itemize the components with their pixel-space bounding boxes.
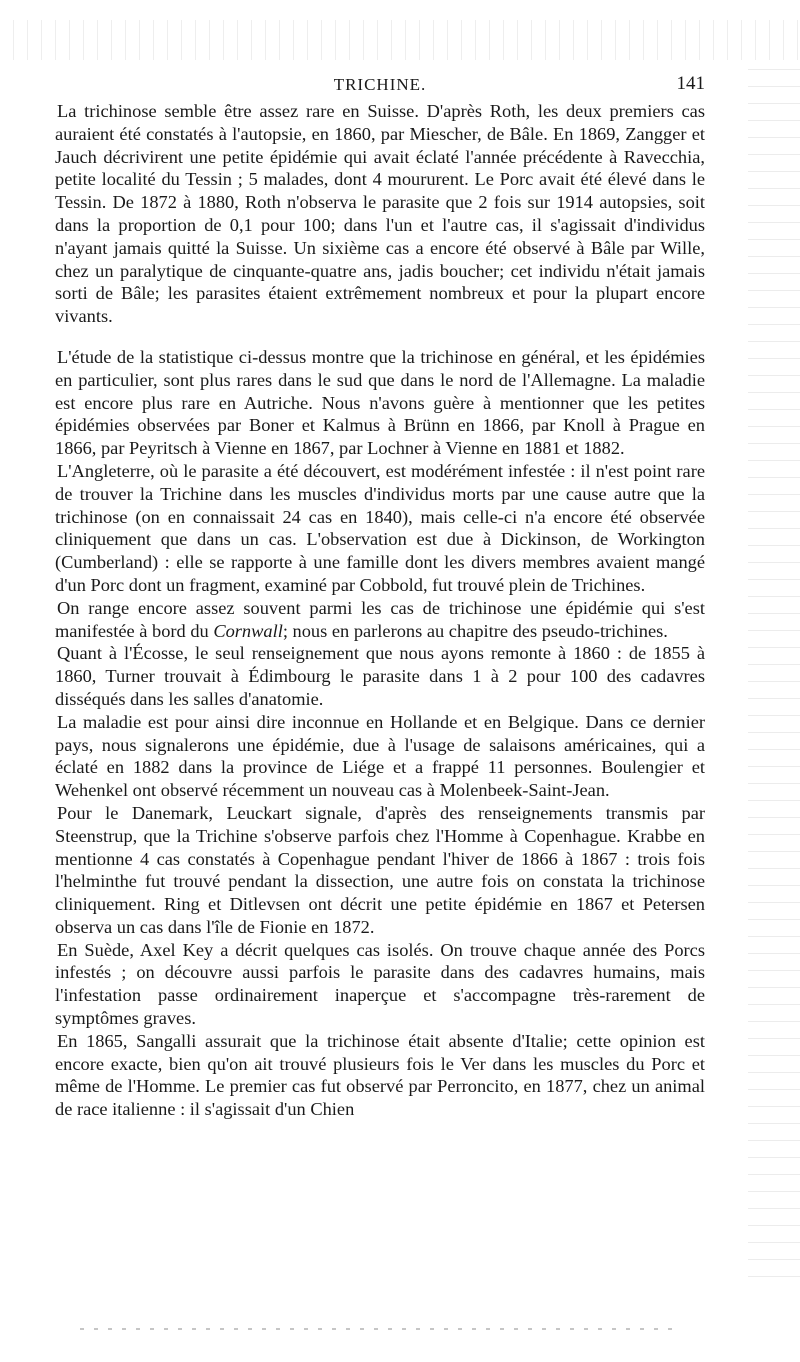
running-title: TRICHINE.	[333, 75, 427, 94]
body-text	[55, 100, 705, 1121]
page-number: 141	[676, 73, 705, 94]
scan-noise-bottom	[80, 1328, 680, 1330]
paragraph-hollande-belgique: La maladie est pour ainsi dire inconnue en Hollande et en Belgique. Dans ce dernier pays, nous signalerons une épidémie, due à l'usage de salaisons américaines, qui a éclaté en 1882 dans la province de Liége et a frappé 11 personnes. Boulengier et Wehenkel ont observé récemment un nouveau cas à Molenbeek-Saint-Jean.	[55, 711, 705, 801]
paragraph-allemagne-autriche: L'étude de la statistique ci-dessus montre que la trichinose en général, et les épidémies en particulier, sont plus rares dans le sud que dans le nord de l'Allemagne. La maladie est encore plus rare en Autriche. Nous n'avons guère à mentionner que les petites épidémies observées par Boner et Kalmus à Brünn en 1866, par Knoll à Prague en 1866, par Peyritsch à Vienne en 1867, par Lochner à Vienne en 1881 et 1882.	[55, 346, 705, 459]
paragraph-italie: En 1865, Sangalli assurait que la trichinose était absente d'Italie; cette opinion est encore exacte, bien qu'on ait trouvé plusieurs fois le Ver dans les muscles du Porc et même de l'Homme. Le premier cas fut observé par Perroncito, en 1877, chez un animal de race italienne : il s'agissait d'un Chien	[55, 1030, 705, 1120]
paragraph-danemark: Pour le Danemark, Leuckart signale, d'après des renseignements transmis par Steenstrup, que la Trichine s'observe parfois chez l'Homme à Copenhague. Krabbe en mentionne 4 cas constatés à Copenhague pendant l'hiver de 1866 à 1867 : trois fois l'helminthe fut trouvé pendant la dissection, une autre fois on constata la trichinose cliniquement. Ring et Ditlevsen ont décrit une petite épidémie en 1867 et Petersen observa un cas dans l'île de Fionie en 1872.	[55, 802, 705, 937]
paragraph-cornwall: On range encore assez souvent parmi les cas de trichinose une épidémie qui s'est manifestée à bord du Cornwall; nous en parlerons au chapitre des pseudo-trichines.	[55, 597, 705, 641]
paragraph-angleterre: L'Angleterre, où le parasite a été découvert, est modérément infestée : il n'est point rare de trouver la Trichine dans les muscles d'individus morts par une cause autre que la trichinose (on en connaissait 24 cas en 1840), mais celle-ci n'a encore été observée cliniquement que dans un cas. L'observation est due à Dickinson, de Workington (Cumberland) : elle se rapporte à une famille dont les divers membres avaient mangé d'un Porc dont un fragment, examiné par Cobbold, fut trouvé plein de Trichines.	[55, 460, 705, 595]
ship-name: Cornwall	[213, 620, 283, 641]
paragraph-ecosse: Quant à l'Écosse, le seul renseignement que nous ayons remonte à 1860 : de 1855 à 1860, Turner trouvait à Édimbourg le parasite dans 1 à 2 pour 100 des cadavres disséqués dans les salles d'anatomie.	[55, 643, 705, 709]
scan-bleedthrough-edge	[748, 60, 800, 1290]
scan-noise-top	[0, 20, 800, 60]
paragraph-suede: En Suède, Axel Key a décrit quelques cas isolés. On trouve chaque année des Porcs infestés ; on découvre aussi parfois le parasite dans des cadavres humains, mais l'infestation passe ordinairement inaperçue et s'accompagne très-rarement de symptômes graves.	[55, 939, 705, 1029]
page-header	[55, 73, 705, 99]
paragraph-suisse: La trichinose semble être assez rare en Suisse. D'après Roth, les deux premiers cas auraient été constatés à l'autopsie, en 1860, par Miescher, de Bâle. En 1869, Zangger et Jauch décrivirent une petite épidémie qui avait éclaté l'année précédente à Ravecchia, petite localité du Tessin ; 5 malades, dont 4 moururent. Le Porc avait été élevé dans le Tessin. De 1872 à 1880, Roth n'observa le parasite que 2 fois sur 1914 autopsies, soit dans la proportion de 0,1 pour 100; dans l'un et l'autre cas, il s'agissait d'individus n'ayant jamais quitté la Suisse. Un sixième cas a encore été observé à Bâle par Wille, chez un paralytique de cinquante-quatre ans, jadis boucher; cet individu n'était jamais sorti de Bâle; les parasites étaient extrêmement nombreux et pour la plupart encore vivants.	[55, 101, 705, 327]
